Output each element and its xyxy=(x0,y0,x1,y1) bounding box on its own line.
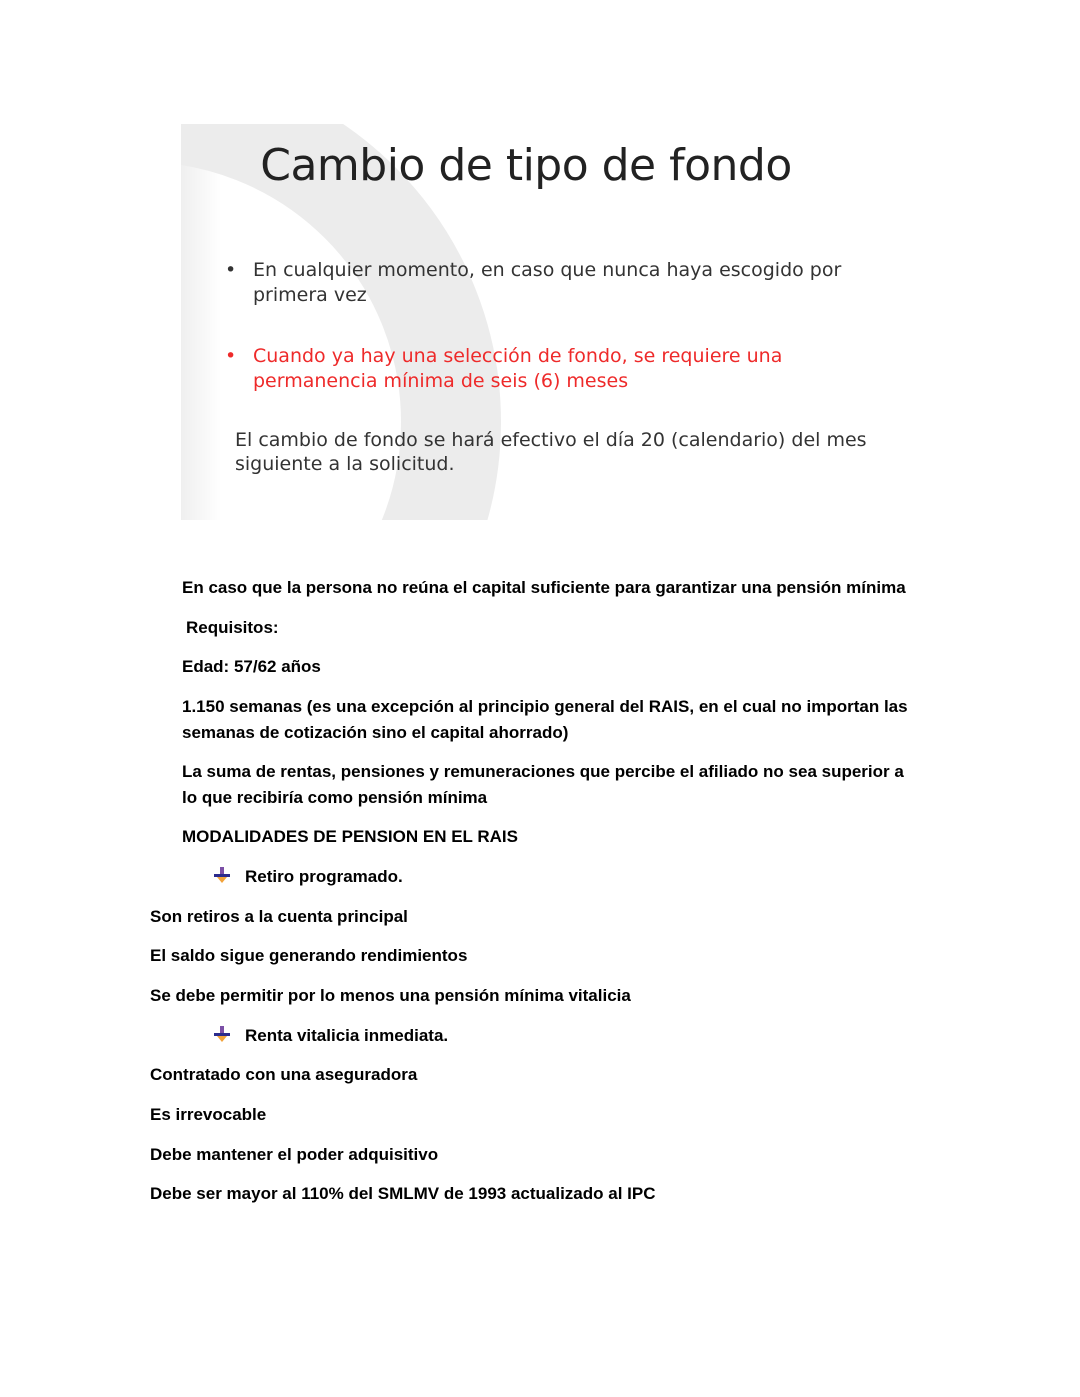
slide-title: Cambio de tipo de fondo xyxy=(260,140,792,191)
renta-item-4: Debe ser mayor al 110% del SMLMV de 1993 actualizado al IPC xyxy=(150,1184,656,1203)
bullet-dot: • xyxy=(225,345,237,367)
retiro-item-2: El saldo sigue generando rendimientos xyxy=(150,946,468,965)
retiro-item-3: Se debe permitir por lo menos una pensión mínima vitalicia xyxy=(150,986,631,1005)
slide-paragraph: El cambio de fondo se hará efectivo el día 20 (calendario) del mes siguiente a la solicitud. xyxy=(235,429,867,475)
renta-item-1: Contratado con una aseguradora xyxy=(150,1065,418,1084)
suma-text: La suma de rentas, pensiones y remuneraciones que percibe el afiliado no sea superior a lo que recibiría como pensión mínima xyxy=(182,762,904,807)
requisitos-heading: Requisitos: xyxy=(186,618,279,637)
bullet-dot: • xyxy=(225,259,237,281)
renta-item-3: Debe mantener el poder adquisitivo xyxy=(150,1145,439,1164)
retiro-label: Retiro programado. xyxy=(245,867,403,886)
plus-arrow-icon xyxy=(213,1025,231,1043)
renta-item-2: Es irrevocable xyxy=(150,1105,267,1124)
renta-label: Renta vitalicia inmediata. xyxy=(245,1026,449,1045)
semanas-text: 1.150 semanas (es una excepción al principio general del RAIS, en el cual no importan las semanas de cotización sino el capital ahorrado) xyxy=(182,697,908,742)
plus-arrow-icon xyxy=(213,866,231,884)
modalidades-heading: MODALIDADES DE PENSION EN EL RAIS xyxy=(182,827,518,846)
slide-bullet-2-text: Cuando ya hay una selección de fondo, se requiere una permanencia mínima de seis (6) meses xyxy=(253,345,783,392)
edad-text: Edad: 57/62 años xyxy=(182,657,321,676)
retiro-item-1: Son retiros a la cuenta principal xyxy=(150,907,408,926)
slide-bullet-2 xyxy=(225,344,865,394)
slide-bullet-1 xyxy=(225,258,865,308)
slide-image xyxy=(181,124,916,520)
slide-bullet-1-text: En cualquier momento, en caso que nunca haya escogido por primera vez xyxy=(253,259,842,306)
intro-text: En caso que la persona no reúna el capital suficiente para garantizar una pensión mínima xyxy=(182,578,906,597)
